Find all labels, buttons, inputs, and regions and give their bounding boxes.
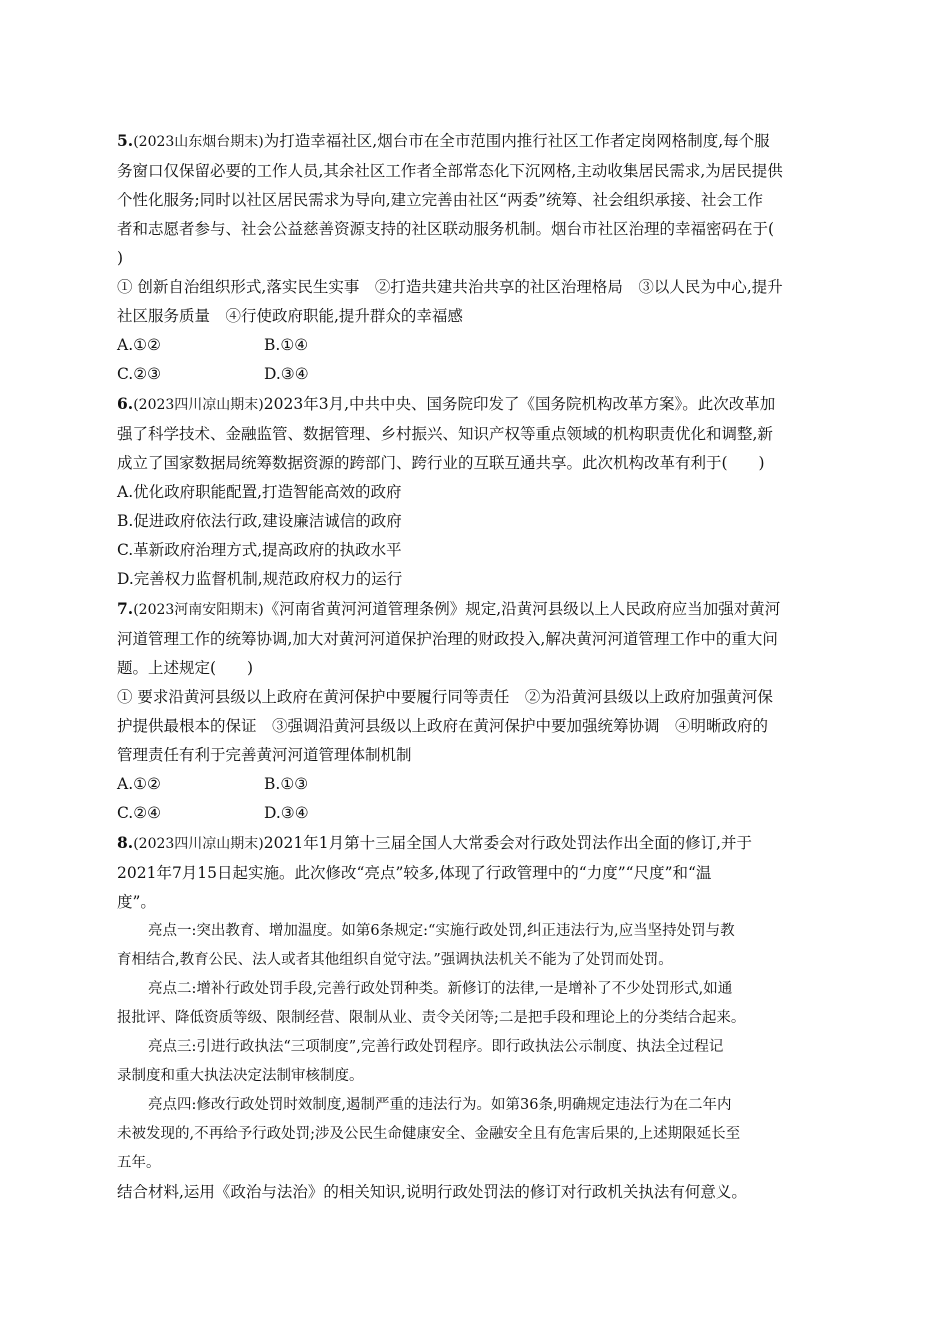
question-7: [117, 594, 835, 828]
material-line: 亮点四:修改行政处罚时效制度,遏制严重的违法行为。如第36条,明确规定违法行为在二年内: [148, 1097, 732, 1113]
material-line: 录制度和重大执法决定法制审核制度。: [117, 1068, 364, 1084]
option-a[interactable]: A.优化政府职能配置,打造智能高效的政府: [117, 483, 402, 501]
question-stem-line: 个性化服务;同时以社区居民需求为导向,建立完善由社区“两委”统筹、社会组织承接、社会工作: [117, 191, 764, 209]
material-line: 报批评、降低资质等级、限制经营、限制从业、责令关闭等;二是把手段和理论上的分类结合起来。: [117, 1010, 746, 1026]
statement-items-line: ① 要求沿黄河县级以上政府在黄河保护中要履行同等责任 ②为沿黄河县级以上政府加强黄河保: [117, 688, 773, 706]
question-source: (2023四川凉山期末): [133, 836, 264, 852]
question-stem-line: 成立了国家数据局统筹数据资源的跨部门、跨行业的互联互通共享。此次机构改革有利于( ): [117, 454, 765, 472]
material-paragraph-3: [117, 1033, 835, 1091]
question-source: (2023河南安阳期末): [133, 602, 264, 618]
question-stem-line: ): [117, 249, 124, 267]
question-source: (2023山东烟台期末): [133, 134, 264, 150]
material-paragraph-1: [117, 917, 835, 975]
question-5: [117, 126, 835, 389]
question-stem-line: 务窗口仅保留必要的工作人员,其余社区工作者全部常态化下沉网格,主动收集居民需求,为居民提供: [117, 162, 783, 180]
question-stem-line: 度”。: [117, 893, 156, 911]
statement-items-line: 护提供最根本的保证 ③强调沿黄河县级以上政府在黄河保护中要加强统筹协调 ④明晰政府的: [117, 717, 769, 735]
option-d[interactable]: D.③④: [264, 365, 309, 383]
question-stem-line: 2021年7月15日起实施。此次修改“亮点”较多,体现了行政管理中的“力度”“尺度”和“温: [117, 864, 712, 882]
material-line: 未被发现的,不再给予行政处罚;涉及公民生命健康安全、金融安全且有危害后果的,上述期限延长至: [117, 1126, 741, 1142]
option-b[interactable]: B.①④: [264, 336, 309, 354]
question-8: [117, 828, 835, 1207]
statement-items-line: ① 创新自治组织形式,落实民生实事 ②打造共建共治共享的社区治理格局 ③以人民为中心,提升: [117, 278, 783, 296]
statement-items-line: 社区服务质量 ④行使政府职能,提升群众的幸福感: [117, 307, 463, 325]
option-c[interactable]: C.②④: [117, 804, 162, 822]
material-paragraph-2: [117, 975, 835, 1033]
option-b[interactable]: B.①③: [264, 775, 309, 793]
question-stem-line: 5.(2023山东烟台期末)为打造幸福社区,烟台市在全市范围内推行社区工作者定岗网格制度,每个服: [117, 131, 770, 150]
question-6: [117, 389, 835, 594]
material-line: 亮点二:增补行政处罚手段,完善行政处罚种类。新修订的法律,一是增补了不少处罚形式,如通: [148, 981, 733, 997]
question-list: [117, 126, 835, 1207]
question-source: (2023四川凉山期末): [133, 397, 264, 413]
material-line: 亮点一:突出教育、增加温度。如第6条规定:“实施行政处罚,纠正违法行为,应当坚持处罚与教: [148, 923, 735, 939]
option-c[interactable]: C.②③: [117, 365, 162, 383]
question-stem-line: 7.(2023河南安阳期末)《河南省黄河河道管理条例》规定,沿黄河县级以上人民政府应当加强对黄河: [117, 599, 781, 618]
question-stem-line: 8.(2023四川凉山期末)2021年1月第十三届全国人大常委会对行政处罚法作出全面的修订,并于: [117, 833, 753, 852]
question-stem-line: 6.(2023四川凉山期末)2023年3月,中共中央、国务院印发了《国务院机构改革方案》。此次改革加: [117, 394, 776, 413]
options-row: [117, 331, 835, 360]
option-a[interactable]: A.①②: [117, 336, 161, 354]
option-d[interactable]: D.③④: [264, 804, 309, 822]
option-a[interactable]: A.①②: [117, 775, 161, 793]
options-row: [117, 799, 835, 828]
material-line: 亮点三:引进行政执法“三项制度”,完善行政处罚程序。即行政执法公示制度、执法全过程记: [148, 1039, 724, 1055]
options-row: [117, 770, 835, 799]
material-line: 育相结合,教育公民、法人或者其他组织自觉守法。”强调执法机关不能为了处罚而处罚。: [117, 952, 673, 968]
question-stem-line: 河道管理工作的统筹协调,加大对黄河河道保护治理的财政投入,解决黄河河道管理工作中的重大问: [117, 630, 778, 648]
statement-items-line: 管理责任有利于完善黄河河道管理体制机制: [117, 746, 412, 764]
material-paragraph-4: [117, 1091, 835, 1178]
question-stem-line: 者和志愿者参与、社会公益慈善资源支持的社区联动服务机制。烟台市社区治理的幸福密码在于(: [117, 220, 775, 238]
question-stem-line: 题。上述规定( ): [117, 659, 254, 677]
option-c[interactable]: C.革新政府治理方式,提高政府的执政水平: [117, 541, 402, 559]
question-number: 5: [117, 131, 128, 150]
options-row: [117, 360, 835, 389]
material-line: 五年。: [117, 1155, 161, 1171]
question-number: 8: [117, 833, 128, 852]
option-d[interactable]: D.完善权力监督机制,规范政府权力的运行: [117, 570, 403, 588]
option-b[interactable]: B.促进政府依法行政,建设廉洁诚信的政府: [117, 512, 402, 530]
question-number: 6: [117, 394, 128, 413]
question-number: 7: [117, 599, 128, 618]
question-prompt: 结合材料,运用《政治与法治》的相关知识,说明行政处罚法的修订对行政机关执法有何意义。: [117, 1183, 747, 1201]
question-stem-line: 强了科学技术、金融监管、数据管理、乡村振兴、知识产权等重点领域的机构职责优化和调整,新: [117, 425, 773, 443]
